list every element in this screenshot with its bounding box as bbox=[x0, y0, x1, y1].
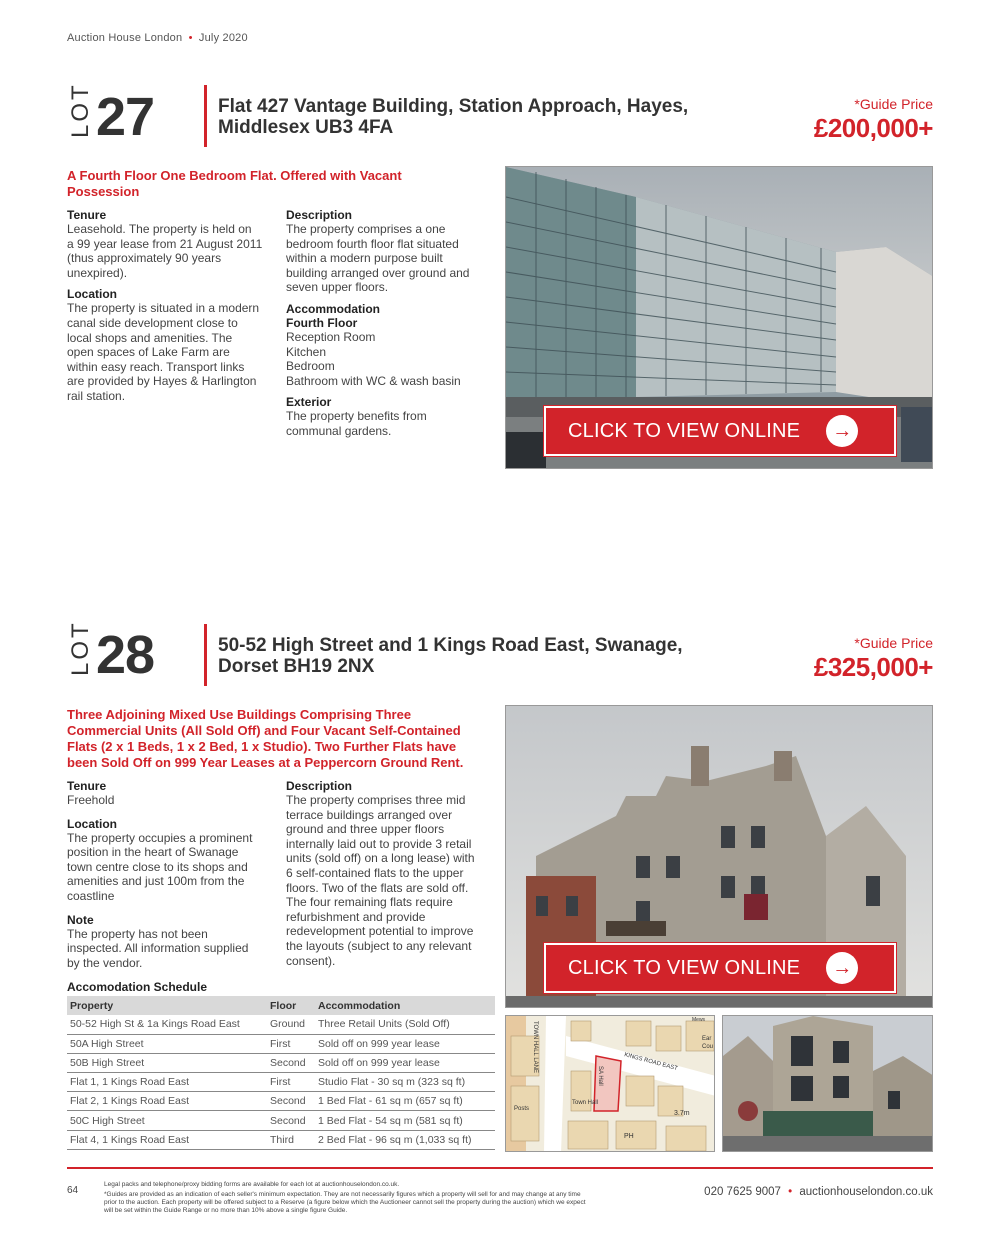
title-line: 50-52 High Street and 1 Kings Road East, Swanage, bbox=[218, 635, 683, 656]
lot-divider bbox=[204, 85, 207, 147]
table-cell: Second bbox=[267, 1111, 315, 1130]
text-line: amenities and just 100m from the bbox=[67, 874, 245, 889]
text-line: open spaces of Lake Farm are bbox=[67, 345, 230, 360]
legal-line: prior to the auction. Each property will be offered subject to a Reserve (a figure below which the Auctioneer cannot sell the property during the auction) which we expect bbox=[104, 1199, 586, 1206]
lot-subheading bbox=[67, 168, 497, 200]
text-line: ground and three upper floors bbox=[286, 822, 445, 837]
text-line: The property occupies a prominent bbox=[67, 830, 253, 845]
lot-label: LOT bbox=[67, 82, 94, 138]
lot27-left-column bbox=[67, 208, 282, 404]
legal-line: will be set within the Guide Range or no more than 10% above a single figure Guide. bbox=[104, 1207, 348, 1214]
accommodation-schedule bbox=[67, 996, 495, 1150]
table-cell: Ground bbox=[267, 1015, 315, 1034]
table-cell: 50A High Street bbox=[67, 1034, 267, 1053]
view-online-button[interactable] bbox=[544, 943, 896, 993]
table-cell: Second bbox=[267, 1053, 315, 1072]
secondary-photo[interactable] bbox=[722, 1015, 933, 1152]
lot28-right-column bbox=[286, 779, 498, 968]
legal-line: *Guides are provided as an indication of each seller's minimum expectation. They are not necessarily figures which a property will sell for and may change at any time bbox=[104, 1191, 581, 1198]
guide-price: £325,000+ bbox=[813, 652, 933, 682]
text-line: The four remaining flats require bbox=[286, 895, 453, 910]
website-link[interactable]: auctionhouselondon.co.uk bbox=[799, 1186, 933, 1198]
table-cell: Sold off on 999 year lease bbox=[315, 1053, 495, 1072]
text-line: units (sold off) on a long lease) with bbox=[286, 851, 475, 866]
table-cell: First bbox=[267, 1034, 315, 1053]
text-line: internally laid out to provide 3 retail bbox=[286, 836, 472, 851]
lot27-right-column bbox=[286, 208, 496, 439]
text-line: Leasehold. The property is held on bbox=[67, 222, 252, 236]
subheading-line: been Sold Off on 999 Year Leases at a Peppercorn Ground Rent. bbox=[67, 755, 464, 770]
table-cell: 50-52 High St & 1a Kings Road East bbox=[67, 1015, 267, 1034]
note-text bbox=[67, 927, 282, 971]
location-heading: Location bbox=[67, 287, 117, 302]
phone-number: 020 7625 9007 bbox=[704, 1186, 781, 1198]
text-line: Bedroom bbox=[286, 359, 335, 374]
note-heading: Note bbox=[67, 912, 94, 927]
subheading-line: A Fourth Floor One Bedroom Flat. Offered with Vacant bbox=[67, 168, 402, 183]
table-cell: 2 Bed Flat - 96 sq m (1,033 sq ft) bbox=[315, 1130, 495, 1149]
text-line: building arranged over ground and bbox=[286, 265, 470, 280]
tenure-text bbox=[67, 793, 282, 808]
text-line: are provided by Hayes & Harlington bbox=[67, 374, 257, 389]
table-cell: 1 Bed Flat - 61 sq m (657 sq ft) bbox=[315, 1092, 495, 1111]
text-line: terrace buildings arranged over bbox=[286, 807, 453, 822]
subheading-line: Flats (2 x 1 Beds, 1 x 2 Bed, 1 x Studio). Two Further Flats have bbox=[67, 739, 457, 754]
description-heading: Description bbox=[286, 779, 353, 793]
map-label: KINGS ROAD EAST bbox=[623, 1052, 679, 1073]
text-line: Reception Room bbox=[286, 329, 376, 344]
title-line: Flat 427 Vantage Building, Station Approach, Hayes, bbox=[218, 96, 689, 117]
map-label: Town Hall bbox=[572, 1100, 599, 1106]
text-line: The property benefits from bbox=[286, 409, 427, 424]
text-line: communal gardens. bbox=[286, 423, 392, 438]
street-photo-icon bbox=[723, 1016, 933, 1152]
view-online-label: CLICK TO VIEW ONLINE bbox=[568, 419, 801, 442]
lot-title bbox=[218, 635, 738, 677]
subheading-line: Possession bbox=[67, 184, 140, 199]
footer-rule bbox=[67, 1167, 933, 1169]
table-row bbox=[67, 1111, 495, 1130]
guide-price-label: *Guide Price bbox=[854, 96, 933, 112]
lot-divider bbox=[204, 624, 207, 686]
table-cell: 1 Bed Flat - 54 sq m (581 sq ft) bbox=[315, 1111, 495, 1130]
text-line: a 99 year lease from 21 August 2011 bbox=[67, 236, 263, 251]
location-text bbox=[67, 831, 282, 904]
description-heading: Description bbox=[286, 208, 353, 222]
table-row bbox=[67, 1053, 495, 1072]
location-map[interactable] bbox=[505, 1015, 715, 1152]
text-line: the layouts (subject to any relevant bbox=[286, 938, 472, 953]
subheading-line: Commercial Units (All Sold Off) and Four Vacant Self-Contained bbox=[67, 723, 461, 738]
text-line: seven upper floors. bbox=[286, 280, 389, 295]
text-line: unexpired). bbox=[67, 265, 128, 280]
accommodation-floor: Fourth Floor bbox=[286, 315, 358, 330]
text-line: Freehold bbox=[67, 793, 115, 807]
map-label: SA Hall bbox=[597, 1066, 603, 1086]
table-cell: 50B High Street bbox=[67, 1053, 267, 1072]
publisher-name: Auction House London bbox=[67, 32, 183, 44]
location-heading: Location bbox=[67, 816, 117, 831]
table-row bbox=[67, 1015, 495, 1034]
lot-title bbox=[218, 96, 738, 138]
map-label: Ear bbox=[702, 1036, 712, 1042]
lot-label: LOT bbox=[67, 620, 94, 676]
title-line: Dorset BH19 2NX bbox=[218, 656, 375, 677]
page-header bbox=[67, 32, 248, 44]
text-line: local shops and amenities. The bbox=[67, 330, 233, 345]
table-cell: Studio Flat - 30 sq m (323 sq ft) bbox=[315, 1073, 495, 1092]
map-label: 3.7m bbox=[674, 1110, 690, 1117]
view-online-label: CLICK TO VIEW ONLINE bbox=[568, 956, 801, 979]
text-line: Kitchen bbox=[286, 344, 327, 359]
text-line: The property comprises three mid bbox=[286, 793, 466, 807]
map-icon bbox=[506, 1016, 715, 1152]
table-cell: Second bbox=[267, 1092, 315, 1111]
table-cell: Flat 2, 1 Kings Road East bbox=[67, 1092, 267, 1111]
subheading-line: Three Adjoining Mixed Use Buildings Comprising Three bbox=[67, 707, 412, 722]
view-online-button[interactable] bbox=[544, 406, 896, 456]
table-cell: Flat 4, 1 Kings Road East bbox=[67, 1130, 267, 1149]
text-line: (thus approximately 90 years bbox=[67, 251, 222, 266]
table-cell: Sold off on 999 year lease bbox=[315, 1034, 495, 1053]
table-row bbox=[67, 1130, 495, 1149]
issue-date: July 2020 bbox=[198, 32, 248, 44]
text-line: coastline bbox=[67, 888, 115, 903]
text-line: position in the heart of Swanage bbox=[67, 845, 239, 860]
text-line: by the vendor. bbox=[67, 955, 143, 970]
map-label: Posts bbox=[514, 1106, 530, 1112]
schedule-table bbox=[67, 996, 495, 1150]
text-line: The property has not been bbox=[67, 926, 208, 941]
footer-separator: • bbox=[788, 1186, 793, 1198]
text-line: The property comprises a one bbox=[286, 222, 446, 236]
text-line: inspected. All information supplied bbox=[67, 941, 249, 956]
arrow-right-icon: → bbox=[826, 415, 858, 447]
title-line: Middlesex UB3 4FA bbox=[218, 117, 394, 138]
map-label: TOWN HALL LANE bbox=[532, 1021, 538, 1074]
table-header-row bbox=[67, 996, 495, 1015]
accommodation-heading: Accommodation bbox=[286, 301, 381, 316]
map-label: Cou bbox=[702, 1044, 714, 1050]
footer-contact bbox=[660, 1186, 933, 1198]
text-line: rail station. bbox=[67, 388, 126, 403]
text-line: 6 self-contained flats to the upper bbox=[286, 865, 464, 880]
tenure-text bbox=[67, 222, 282, 280]
table-cell: 50C High Street bbox=[67, 1111, 267, 1130]
lot28-left-column bbox=[67, 779, 282, 970]
table-row bbox=[67, 1034, 495, 1053]
text-line: floors. Two of the flats are sold off. bbox=[286, 880, 469, 895]
guide-price-label: *Guide Price bbox=[854, 635, 933, 651]
description-text bbox=[286, 222, 496, 295]
table-cell: Flat 1, 1 Kings Road East bbox=[67, 1073, 267, 1092]
text-line: canal side development close to bbox=[67, 315, 238, 330]
lot-subheading bbox=[67, 707, 502, 771]
schedule-heading: Accomodation Schedule bbox=[67, 980, 208, 994]
column-header: Floor bbox=[267, 996, 315, 1015]
text-line: bedroom fourth floor flat situated bbox=[286, 236, 459, 251]
text-line: Bathroom with WC & wash basin bbox=[286, 373, 461, 388]
tenure-heading: Tenure bbox=[67, 779, 107, 793]
exterior-heading: Exterior bbox=[286, 395, 332, 410]
description-text bbox=[286, 793, 498, 968]
text-line: refurbishment and provide bbox=[286, 909, 426, 924]
map-label: PH bbox=[624, 1133, 634, 1140]
table-row bbox=[67, 1092, 495, 1111]
tenure-heading: Tenure bbox=[67, 208, 107, 222]
arrow-right-icon: → bbox=[826, 952, 858, 984]
page-number: 64 bbox=[67, 1185, 79, 1196]
text-line: The property is situated in a modern bbox=[67, 301, 260, 316]
exterior-text bbox=[286, 409, 496, 438]
lot-number: 27 bbox=[96, 87, 155, 147]
text-line: within easy reach. Transport links bbox=[67, 359, 245, 374]
text-line: town centre close to its shops and bbox=[67, 859, 248, 874]
accommodation-list bbox=[286, 330, 496, 388]
footer-legal bbox=[104, 1181, 664, 1215]
table-cell: First bbox=[267, 1073, 315, 1092]
text-line: redevelopment potential to improve bbox=[286, 924, 474, 939]
table-cell: Three Retail Units (Sold Off) bbox=[315, 1015, 495, 1034]
table-cell: Third bbox=[267, 1130, 315, 1149]
column-header: Property bbox=[67, 996, 267, 1015]
guide-price: £200,000+ bbox=[813, 113, 933, 143]
table-row bbox=[67, 1073, 495, 1092]
header-separator: • bbox=[188, 32, 193, 44]
column-header: Accommodation bbox=[315, 996, 495, 1015]
location-text bbox=[67, 301, 282, 403]
text-line: within a modern purpose built bbox=[286, 251, 443, 266]
legal-line: Legal packs and telephone/proxy bidding forms are available for each lot at auctionhouselondon.co.uk. bbox=[104, 1181, 400, 1188]
text-line: consent). bbox=[286, 953, 336, 968]
lot-number: 28 bbox=[96, 625, 155, 685]
map-label: Mews bbox=[692, 1017, 706, 1023]
